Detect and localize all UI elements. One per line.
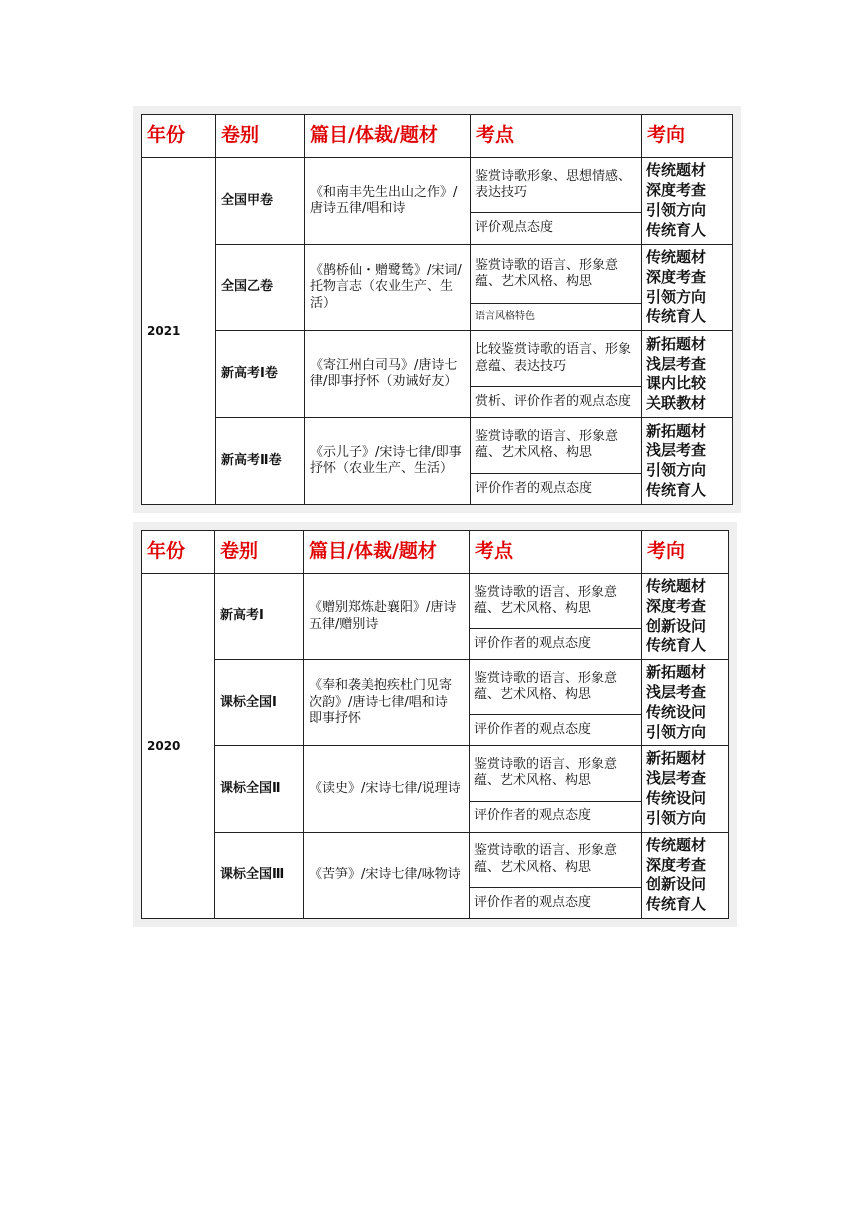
direction-item: 关联教材 xyxy=(646,394,707,413)
title-genre-cell: 《奉和袭美抱疾杜门见寄次韵》/唐诗七律/唱和诗 即事抒怀 xyxy=(304,660,470,746)
key-point-cell: 评价作者的观点态度 xyxy=(470,629,642,660)
table-row xyxy=(142,158,733,213)
direction-item: 新拓题材 xyxy=(646,334,707,353)
key-point-cell: 鉴赏诗歌的语言、形象意蕴、艺术风格、构思 xyxy=(471,418,642,473)
title-genre-cell: 《和南丰先生出山之作》/唐诗五律/唱和诗 xyxy=(305,158,471,245)
direction-item: 新拓题材 xyxy=(646,421,707,440)
key-point-cell: 评价作者的观点态度 xyxy=(470,887,642,918)
direction-cell xyxy=(642,331,733,418)
direction-item: 创新设问 xyxy=(646,875,707,894)
paper-name-cell: 全国乙卷 xyxy=(216,244,305,331)
key-point-cell: 鉴赏诗歌的语言、形象意蕴、艺术风格、构思 xyxy=(471,244,642,303)
direction-item: 新拓题材 xyxy=(646,663,707,682)
title-genre-cell: 《赠别郑炼赴襄阳》/唐诗五律/赠别诗 xyxy=(304,574,470,660)
exam-table-2020-panel xyxy=(133,522,737,927)
direction-cell xyxy=(642,244,733,331)
direction-cell xyxy=(642,158,733,245)
header-direction: 考向 xyxy=(642,115,733,158)
table-row xyxy=(142,331,733,386)
header-paper: 卷别 xyxy=(216,115,305,158)
direction-item: 传统育人 xyxy=(646,895,707,914)
title-genre-cell: 《寄江州白司马》/唐诗七律/即事抒怀（劝诫好友） xyxy=(305,331,471,418)
direction-item: 引领方向 xyxy=(646,287,707,306)
key-point-cell: 评价作者的观点态度 xyxy=(470,715,642,746)
direction-item: 传统题材 xyxy=(646,835,707,854)
direction-item: 传统设问 xyxy=(646,702,707,721)
direction-cell xyxy=(642,832,729,918)
title-genre-cell: 《示儿子》/宋诗七律/即事抒怀（农业生产、生活） xyxy=(305,418,471,505)
exam-table-2020 xyxy=(141,530,729,919)
year-cell: 2020 xyxy=(142,574,215,919)
direction-item: 浅层考查 xyxy=(646,683,707,702)
table-row xyxy=(142,244,733,303)
paper-name-cell: 课标全国Ⅰ xyxy=(215,660,304,746)
key-point-cell: 鉴赏诗歌的语言、形象意蕴、艺术风格、构思 xyxy=(470,832,642,887)
title-genre-cell: 《读史》/宋诗七律/说理诗 xyxy=(304,746,470,832)
key-point-cell: 赏析、评价作者的观点态度 xyxy=(471,386,642,417)
key-point-cell: 鉴赏诗歌形象、思想情感、表达技巧 xyxy=(471,158,642,213)
header-paper: 卷别 xyxy=(215,531,304,574)
direction-cell xyxy=(642,418,733,505)
table-header-row xyxy=(142,115,733,158)
exam-table-2021 xyxy=(141,114,733,505)
direction-item: 深度考查 xyxy=(646,181,707,200)
paper-name-cell: 新高考Ⅱ卷 xyxy=(216,418,305,505)
header-year: 年份 xyxy=(142,115,216,158)
direction-cell xyxy=(642,660,729,746)
table-row xyxy=(142,832,729,887)
table-row xyxy=(142,574,729,629)
direction-item: 浅层考查 xyxy=(646,769,707,788)
exam-table-2021-panel xyxy=(133,106,741,513)
direction-item: 引领方向 xyxy=(646,200,707,219)
title-genre-cell: 《苦笋》/宋诗七律/咏物诗 xyxy=(304,832,470,918)
direction-item: 引领方向 xyxy=(646,722,707,741)
direction-cell xyxy=(642,746,729,832)
direction-item: 传统育人 xyxy=(646,480,707,499)
direction-item: 传统题材 xyxy=(646,248,707,266)
direction-item: 引领方向 xyxy=(646,808,707,827)
header-year: 年份 xyxy=(142,531,215,574)
direction-cell xyxy=(642,574,729,660)
direction-item: 新拓题材 xyxy=(646,749,707,768)
direction-item: 传统题材 xyxy=(646,577,707,596)
key-point-cell: 鉴赏诗歌的语言、形象意蕴、艺术风格、构思 xyxy=(470,746,642,801)
direction-item: 深度考查 xyxy=(646,596,707,615)
table-header-row xyxy=(142,531,729,574)
direction-item: 浅层考查 xyxy=(646,354,707,373)
header-title-genre: 篇目/体裁/题材 xyxy=(304,531,470,574)
title-genre-cell: 《鹊桥仙・赠鹭鸶》/宋词/托物言志（农业生产、生活） xyxy=(305,244,471,331)
key-point-cell: 鉴赏诗歌的语言、形象意蕴、艺术风格、构思 xyxy=(470,660,642,715)
table-row xyxy=(142,746,729,801)
key-point-cell: 比较鉴赏诗歌的语言、形象意蕴、表达技巧 xyxy=(471,331,642,386)
key-point-cell: 评价作者的观点态度 xyxy=(470,801,642,832)
paper-name-cell: 新高考Ⅰ xyxy=(215,574,304,660)
paper-name-cell: 课标全国Ⅱ xyxy=(215,746,304,832)
header-direction: 考向 xyxy=(642,531,729,574)
direction-item: 浅层考查 xyxy=(646,441,707,460)
direction-item: 传统育人 xyxy=(646,636,707,655)
header-title-genre: 篇目/体裁/题材 xyxy=(305,115,471,158)
paper-name-cell: 课标全国Ⅲ xyxy=(215,832,304,918)
header-key-points: 考点 xyxy=(470,531,642,574)
direction-item: 传统设问 xyxy=(646,789,707,808)
direction-item: 引领方向 xyxy=(646,461,707,480)
direction-item: 课内比较 xyxy=(646,374,707,393)
table-row xyxy=(142,418,733,473)
paper-name-cell: 新高考Ⅰ卷 xyxy=(216,331,305,418)
table-row xyxy=(142,660,729,715)
direction-item: 传统育人 xyxy=(646,307,707,326)
direction-item: 深度考查 xyxy=(646,267,707,286)
year-cell: 2021 xyxy=(142,158,216,505)
key-point-cell: 语言风格特色 xyxy=(471,303,642,331)
direction-item: 传统育人 xyxy=(646,220,707,239)
key-point-cell: 评价观点态度 xyxy=(471,213,642,244)
direction-item: 创新设问 xyxy=(646,616,707,635)
direction-item: 传统题材 xyxy=(646,161,707,180)
direction-item: 深度考查 xyxy=(646,855,707,874)
header-key-points: 考点 xyxy=(471,115,642,158)
key-point-cell: 鉴赏诗歌的语言、形象意蕴、艺术风格、构思 xyxy=(470,574,642,629)
key-point-cell: 评价作者的观点态度 xyxy=(471,473,642,504)
paper-name-cell: 全国甲卷 xyxy=(216,158,305,245)
